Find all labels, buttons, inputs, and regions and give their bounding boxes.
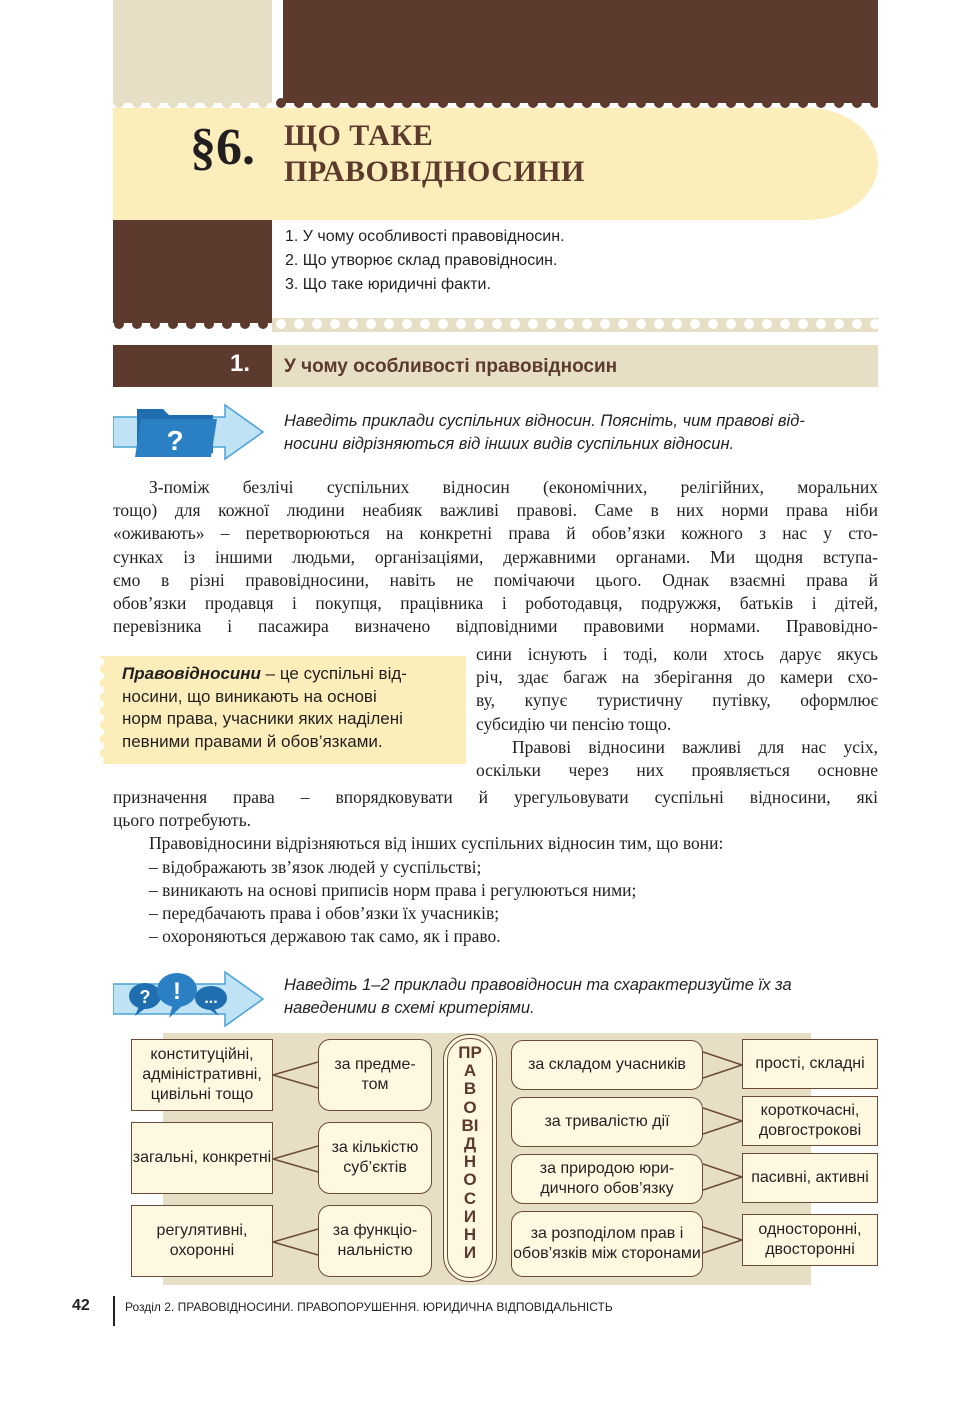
scheme-criterion-distribution: за розподілом прав і обов’язків між сторонами — [511, 1211, 703, 1277]
task2-line1: Наведіть 1–2 приклади правовідносин та схарактеризуйте їх за — [284, 976, 792, 994]
definition-line: певними правами й обов’язками. — [122, 731, 383, 751]
paragraph-title-line2: ПРАВОВІДНОСИНИ — [284, 155, 585, 188]
definition-line: норм права, учасники яких наділені — [122, 709, 403, 728]
scheme-types-passive: пасивні, активні — [742, 1153, 878, 1203]
body-line: субсидію чи пенсію тощо. — [476, 713, 672, 734]
scheme-types-unilateral: односторонні, двосторонні — [742, 1214, 878, 1266]
body-line: цього потребують. — [113, 810, 252, 831]
list-item: – передбачають права і обов’язки їх учасників; — [149, 903, 500, 924]
body-line: сунках із іншими людьми, організаціями, державними органами. Ми щодня вступа- — [113, 546, 878, 567]
section-title: У чому особливості правовідносин — [284, 356, 618, 377]
body-line: річ, здає багаж на зберігання до камери схо- — [476, 667, 878, 688]
scheme-types-general: загальні, конкретні — [131, 1122, 273, 1194]
scheme-types-regulative: регулятивні, охоронні — [131, 1205, 273, 1277]
body-line: Правові відносини важливі для нас усіх, — [512, 736, 878, 757]
scheme-criterion-subject: за предме- том — [318, 1039, 432, 1111]
definition-line: носини, що виникають на основі — [122, 686, 377, 706]
scheme-criterion-functionality: за функціо- нальністю — [318, 1205, 432, 1277]
page-number: 42 — [72, 1297, 90, 1314]
scheme-criterion-obligation: за природою юри- дичного обов’язку — [511, 1154, 703, 1204]
body-line: перевізника і пасажира визначено відповідними правовими нормами. Правовідно- — [113, 616, 878, 637]
scheme-center-label: ПРАВОВІДНОСИНИ — [458, 1043, 482, 1263]
footer-divider — [113, 1296, 115, 1326]
footer-chapter-title: Розділ 2. ПРАВОВІДНОСИНИ. ПРАВОПОРУШЕННЯ. ЮРИДИЧНА ВІДПОВІДАЛЬНІСТЬ — [125, 1300, 613, 1314]
paragraph-title-line1: ЩО ТАКЕ — [284, 119, 434, 152]
scheme-criterion-participants: за складом учасників — [511, 1040, 703, 1090]
definition-line: – це суспільні від- — [260, 664, 407, 683]
definition-term: Правовідносини — [122, 664, 261, 683]
svg-text:...: ... — [204, 990, 218, 1007]
list-item: – охороняються державою так само, як і право. — [149, 926, 501, 947]
scheme-criterion-duration: за тривалістю дії — [511, 1097, 703, 1147]
section-number: 1. — [230, 350, 251, 377]
question-item-3: 3. Що таке юридичні факти. — [285, 276, 491, 293]
task1-line2: носини відрізняються від інших видів суспільних відносин. — [284, 435, 735, 453]
list-item: – відображають зв’язок людей у суспільстві; — [149, 856, 482, 877]
svg-text:?: ? — [139, 987, 151, 1007]
body-line: Правовідносини відрізняються від інших суспільних відносин тим, що вони: — [149, 833, 724, 854]
question-item-1: 1. У чому особливості правовідносин. — [285, 228, 565, 245]
body-line: ємо в різні правовідносини, навіть не помічаючи цього. Однак взаємні права й — [113, 569, 878, 590]
body-line: ву, купує туристичну путівку, оформлює — [476, 690, 878, 711]
scheme-types-constitutional: конституційні, адміністративні, цивільні тощо — [131, 1039, 273, 1111]
scheme-types-simple: прості, складні — [742, 1039, 878, 1089]
list-item: – виникають на основі приписів норм права і регулюються ними; — [149, 879, 637, 900]
body-line: тощо) для кожної людини неабияк важливі правові. Саме в них норми права ніби — [113, 500, 878, 521]
body-line: З-поміж безлічі суспільних відносин (економічних, релігійних, моральних — [149, 477, 878, 497]
svg-text:?: ? — [166, 425, 184, 456]
question-item-2: 2. Що утворює склад правовідносин. — [285, 252, 558, 269]
body-line: обов’язки продавця і покупця, працівника і роботодавця, подружжя, батьків і дітей, — [113, 593, 878, 614]
body-line: «оживають» – перетворюються на конкретні права й обов’язки кожного з нас у сто- — [113, 523, 878, 544]
svg-text:!: ! — [173, 978, 181, 1005]
body-line: призначення права – впорядковувати й урегульовувати суспільні відносини, які — [113, 787, 878, 807]
paragraph-number: §6. — [190, 119, 255, 176]
task1-line1: Наведіть приклади суспільних відносин. Поясніть, чим правові від- — [284, 412, 805, 430]
body-line: сини існують і тоді, коли хтось дарує якусь — [476, 644, 878, 664]
scheme-criterion-subjects-count: за кількістю суб’єктів — [318, 1122, 432, 1194]
body-line: оскільки через них проявляється основне — [476, 760, 878, 781]
task2-line2: наведеними в схемі критеріями. — [284, 999, 535, 1017]
scheme-types-duration: короткочасні, довгострокові — [742, 1096, 878, 1146]
